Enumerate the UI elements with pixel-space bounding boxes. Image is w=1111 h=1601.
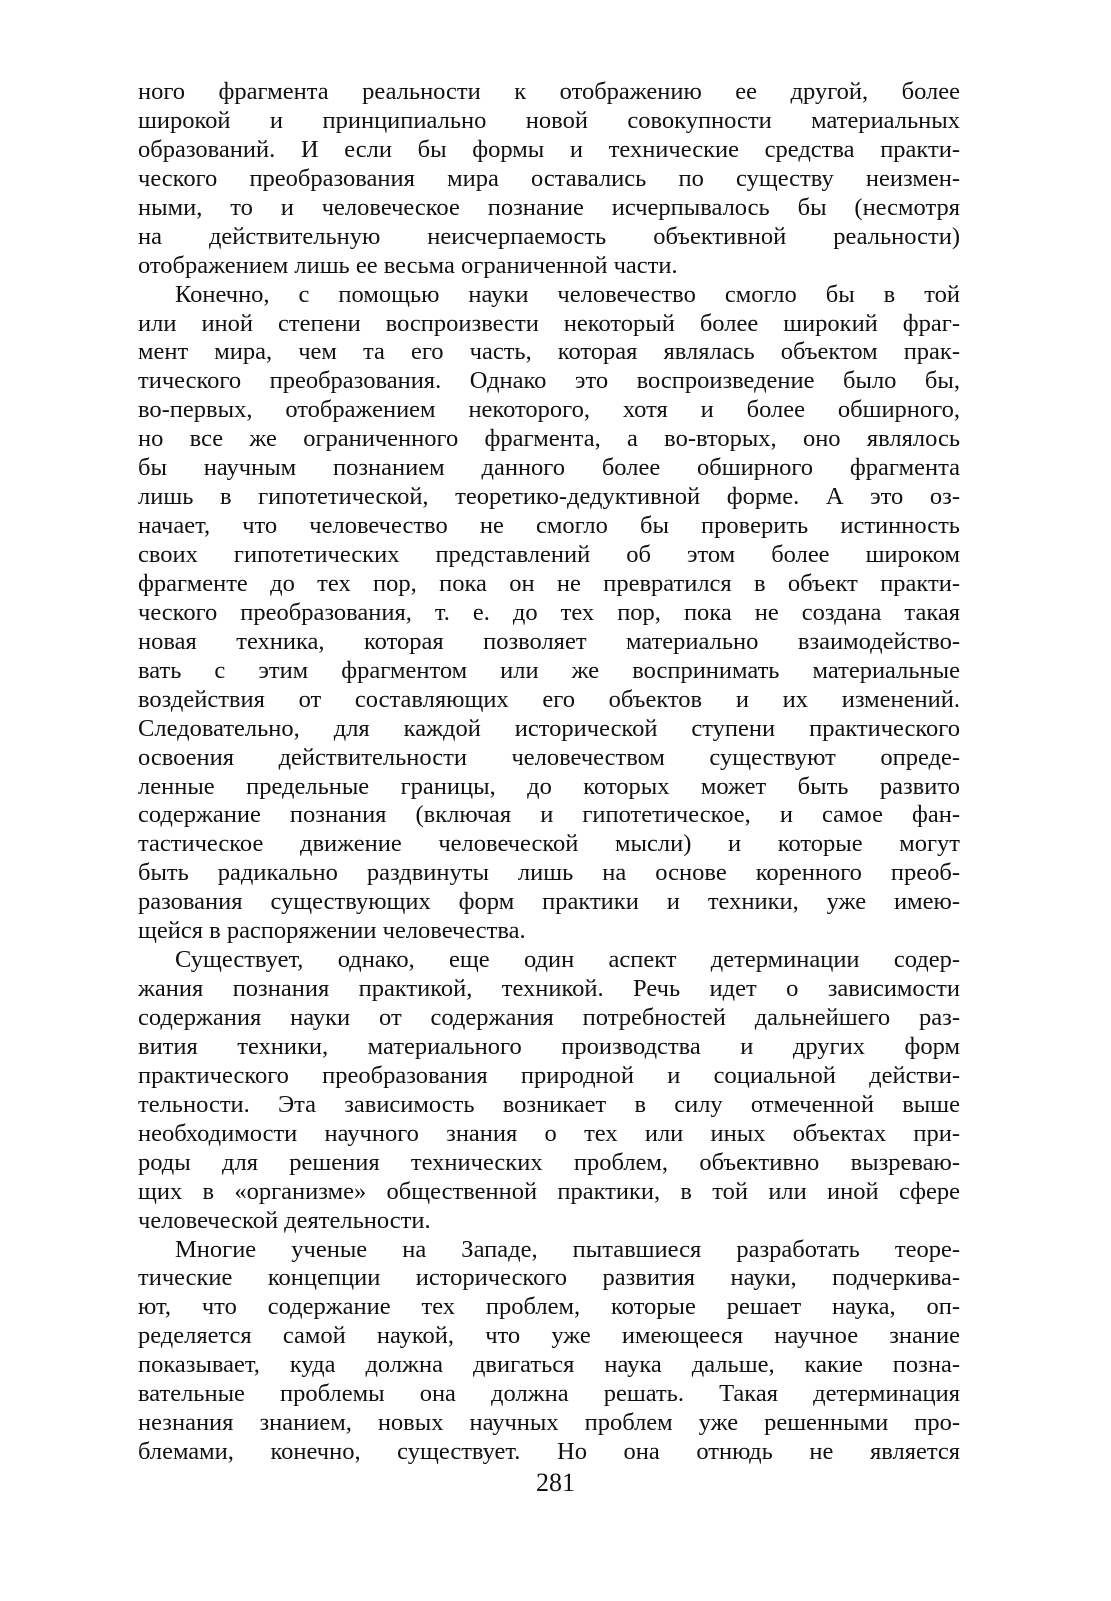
text-line: необходимости научного знания о тех или иных объектах при- bbox=[138, 1119, 960, 1147]
text-line: быть радикально раздвинуты лишь на основе коренного преоб- bbox=[138, 859, 960, 887]
text-line: или иной степени воспроизвести некоторый более широкий фраг- bbox=[138, 309, 960, 337]
text-line: вать с этим фрагментом или же воспринимать материальные bbox=[138, 656, 960, 684]
text-line: ческого преобразования мира оставались по существу неизмен- bbox=[138, 164, 960, 192]
text-line: на действительную неисчерпаемость объективной реальности) bbox=[138, 222, 960, 250]
text-line: бы научным познанием данного более обширного фрагмента bbox=[138, 454, 960, 482]
text-line: ного фрагмента реальности к отображению ее другой, более bbox=[138, 78, 960, 105]
text-line: ленные предельные границы, до которых может быть развито bbox=[138, 772, 960, 800]
text-line: тастическое движение человеческой мысли) и которые могут bbox=[138, 830, 960, 858]
text-line: вития техники, материального производства и других форм bbox=[138, 1032, 960, 1060]
text-line: практического преобразования природной и социальной действи- bbox=[138, 1061, 960, 1089]
text-line: ческого преобразования, т. е. до тех пор, пока не создана такая bbox=[138, 598, 960, 626]
text-line: показывает, куда должна двигаться наука дальше, какие позна- bbox=[138, 1351, 960, 1379]
text-line: фрагменте до тех пор, пока он не превратился в объект практи- bbox=[138, 569, 960, 597]
text-line: содержания науки от содержания потребностей дальнейшего раз- bbox=[138, 1004, 960, 1031]
text-line: отображением лишь ее весьма ограниченной части. bbox=[138, 251, 678, 279]
text-line: человеческой деятельности. bbox=[138, 1206, 431, 1234]
text-line: разования существующих форм практики и техники, уже имею- bbox=[138, 888, 960, 916]
text-line: вательные проблемы она должна решать. Такая детерминация bbox=[138, 1380, 960, 1408]
text-line: широкой и принципиально новой совокупности материальных bbox=[138, 106, 960, 134]
text-line: мент мира, чем та его часть, которая являлась объектом прак- bbox=[138, 338, 960, 366]
text-line: Конечно, с помощью науки человечество смогло бы в той bbox=[175, 280, 960, 308]
text-line: роды для решения технических проблем, объективно вызреваю- bbox=[138, 1148, 960, 1176]
text-line: новая техника, которая позволяет материально взаимодейство- bbox=[138, 627, 960, 655]
text-line: лишь в гипотетической, теоретико-дедуктивной форме. А это оз- bbox=[138, 483, 960, 511]
text-line: щих в «организме» общественной практики, в той или иной сфере bbox=[138, 1177, 960, 1205]
text-line: тельности. Эта зависимость возникает в силу отмеченной выше bbox=[138, 1090, 960, 1118]
text-line: Многие ученые на Западе, пытавшиеся разработать теоре- bbox=[175, 1235, 960, 1263]
page-number: 281 bbox=[536, 1468, 575, 1497]
text-line: Следовательно, для каждой исторической ступени практического bbox=[138, 714, 960, 742]
text-line: тические концепции исторического развития науки, подчеркива- bbox=[138, 1264, 960, 1292]
text-line: но все же ограниченного фрагмента, а во-вторых, оно являлось bbox=[138, 425, 960, 453]
text-line: Существует, однако, еще один аспект детерминации содер- bbox=[175, 946, 960, 974]
text-line: образований. И если бы формы и технические средства практи- bbox=[138, 135, 960, 163]
text-line: жания познания практикой, техникой. Речь идет о зависимости bbox=[138, 975, 960, 1003]
text-line: освоения действительности человечеством существуют опреде- bbox=[138, 743, 960, 771]
text-line: ют, что содержание тех проблем, которые решает наука, оп- bbox=[138, 1293, 960, 1321]
text-line: блемами, конечно, существует. Но она отнюдь не является bbox=[138, 1438, 960, 1466]
text-line: незнания знанием, новых научных проблем уже решенными про- bbox=[138, 1409, 960, 1437]
body-text bbox=[138, 78, 960, 1467]
text-line: своих гипотетических представлений об этом более широком bbox=[138, 541, 960, 568]
text-line: тического преобразования. Однако это воспроизведение было бы, bbox=[138, 367, 960, 395]
text-line: щейся в распоряжении человечества. bbox=[138, 917, 526, 945]
text-line: воздействия от составляющих его объектов и их изменений. bbox=[138, 685, 960, 713]
text-line: содержание познания (включая и гипотетическое, и самое фан- bbox=[138, 801, 960, 829]
text-line: ными, то и человеческое познание исчерпывалось бы (несмотря bbox=[138, 193, 960, 221]
text-line: ределяется самой наукой, что уже имеющееся научное знание bbox=[138, 1322, 960, 1350]
text-line: начает, что человечество не смогло бы проверить истинность bbox=[138, 512, 960, 540]
text-line: во-первых, отображением некоторого, хотя и более обширного, bbox=[138, 396, 960, 424]
